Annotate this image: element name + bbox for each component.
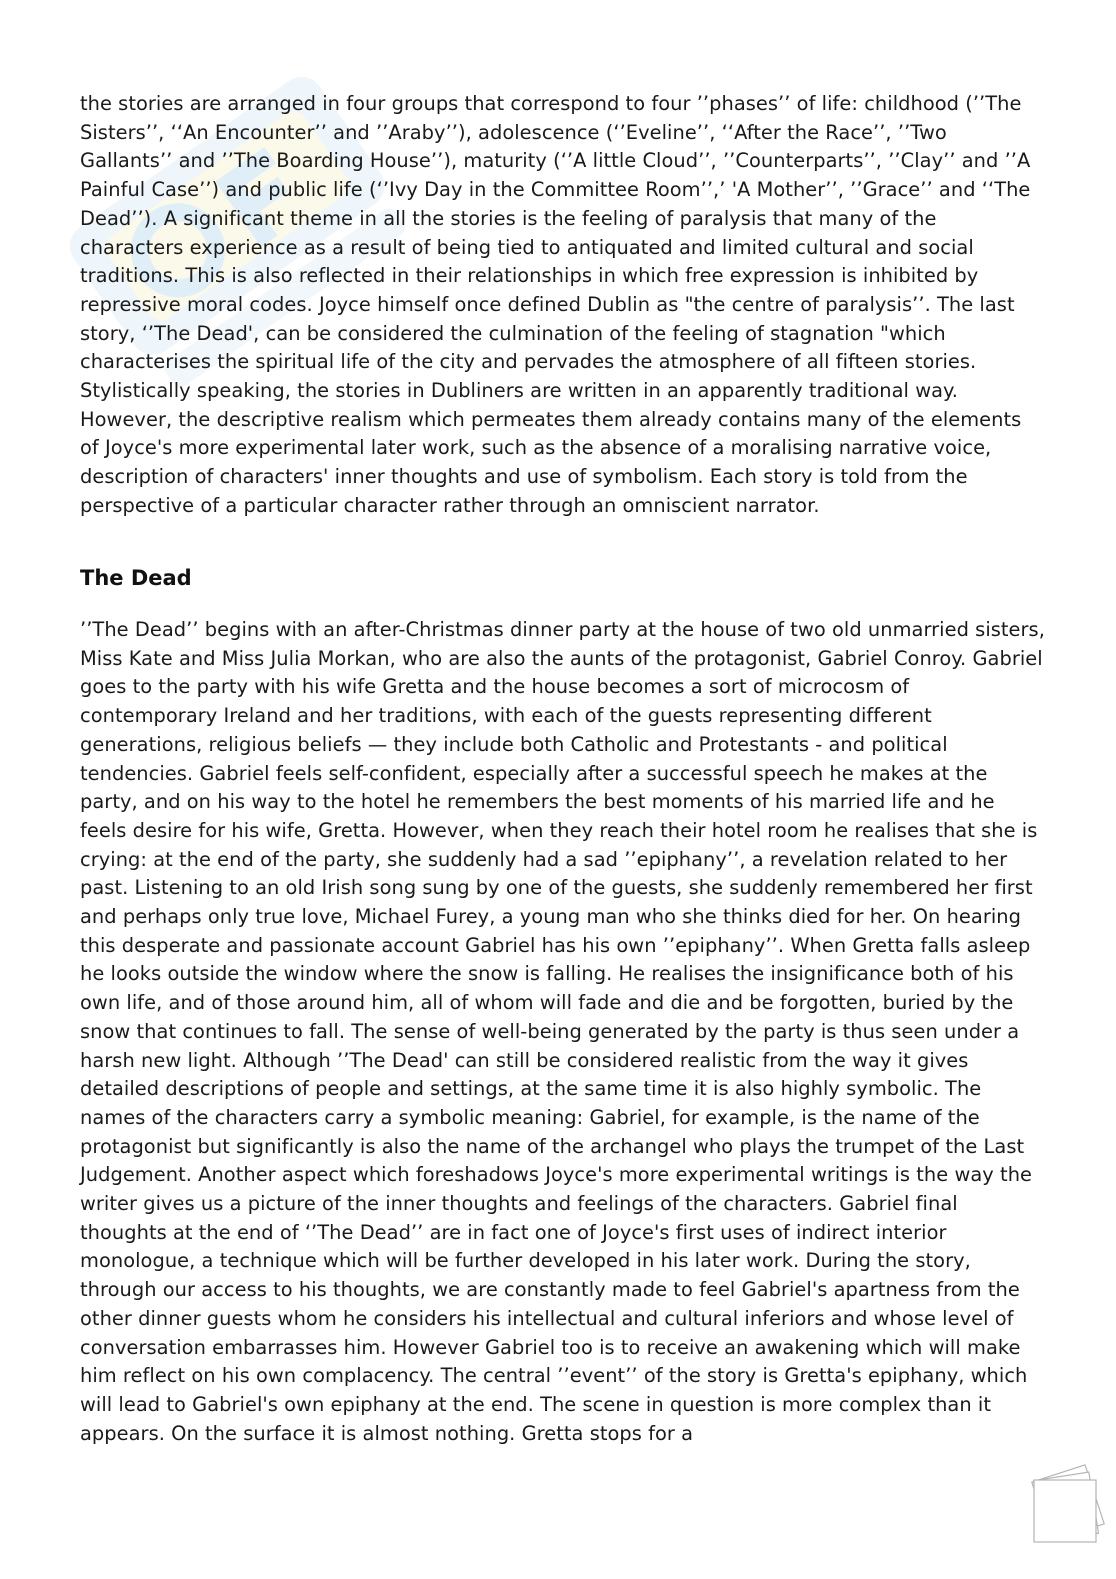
stacked-pages-icon	[1022, 1462, 1108, 1548]
body-paragraph: ’’The Dead’’ begins with an after-Christmas dinner party at the house of two old unmarried sisters, Miss Kate and Miss Julia Morkan, who are also the aunts of the protagonist, Gabriel Conroy. Gabriel goes to the party with his wife Gretta and the house becomes a sort of microcosm of contemporary Ireland and her traditions, with each of the guests representing different generations, religious beliefs — they include both Catholic and Protestants - and political tendencies. Gabriel feels self-confident, especially after a successful speech he makes at the party, and on his way to the hotel he remembers the best moments of his married life and he feels desire for his wife, Gretta. However, when they reach their hotel room he realises that she is crying: at the end of the party, she suddenly had a sad ’’epiphany’’, a revelation related to her past. Listening to an old Irish song sung by one of the guests, she suddenly remembered her first and perhaps only true love, Michael Furey, a young man who she thinks died for her. On hearing this desperate and passionate account Gabriel has his own ’’epiphany’’. When Gretta falls asleep he looks outside the window where the snow is falling. He realises the insignificance both of his own life, and of those around him, all of whom will fade and die and be forgotten, buried by the snow that continues to fall. The sense of well-being generated by the party is thus seen under a harsh new light. Although ’’The Dead' can still be considered realistic from the way it gives detailed descriptions of people and settings, at the same time it is also highly symbolic. The names of the characters carry a symbolic meaning: Gabriel, for example, is the name of the protagonist but significantly is also the name of the archangel who plays the trumpet of the Last Judgement. Another aspect which foreshadows Joyce's more experimental writings is the way the writer gives us a picture of the inner thoughts and feelings of the characters. Gabriel final thoughts at the end of ‘’The Dead’’ are in fact one of Joyce's first uses of indirect interior monologue, a technique which will be further developed in his later work. During the story, through our access to his thoughts, we are constantly made to feel Gabriel's apartness from the other dinner guests whom he considers his intellectual and cultural inferiors and whose level of conversation embarrasses him. However Gabriel too is to receive an awakening which will make him reflect on his own complacency. The central ’’event’’ of the story is Gretta's epiphany, which will lead to Gabriel's own epiphany at the end. The scene in question is more complex than it appears. On the surface it is almost nothing. Gretta stops for a	[80, 618, 1045, 1445]
section-heading: The Dead	[80, 566, 192, 590]
intro-paragraph: the stories are arranged in four groups that correspond to four ’’phases’’ of life: childhood (’’The Sisters’’, ‘‘An Encounter’’ and ’’Araby’’), adolescence (‘’Eveline’’, ‘‘After the Race’’, ’’Two Gallants’’ and ’’The Boarding House’’), maturity (‘’A little Cloud’’, ’’Counterparts’’, ’’Clay’’ and ’’A Painful Case’’) and public life (‘’Ivy Day in the Committee Room’’,’ 'A Mother’’, ’’Grace’’ and ‘‘The Dead’’). A significant theme in all the stories is the feeling of paralysis that many of the characters experience as a result of being tied to antiquated and limited cultural and social traditions. This is also reflected in their relationships in which free expression is inhibited by repressive moral codes. Joyce himself once defined Dublin as "the centre of paralysis’’. The last story, ‘’The Dead', can be considered the culmination of the feeling of stagnation "which characterises the spiritual life of the city and pervades the atmosphere of all fifteen stories. Stylistically speaking, the stories in Dubliners are written in an apparently traditional way. However, the descriptive realism which permeates them already contains many of the elements of Joyce's more experimental later work, such as the absence of a moralising narrative voice, description of characters' inner thoughts and use of symbolism. Each story is told from the perspective of a particular character rather through an omniscient narrator.	[80, 92, 1031, 517]
